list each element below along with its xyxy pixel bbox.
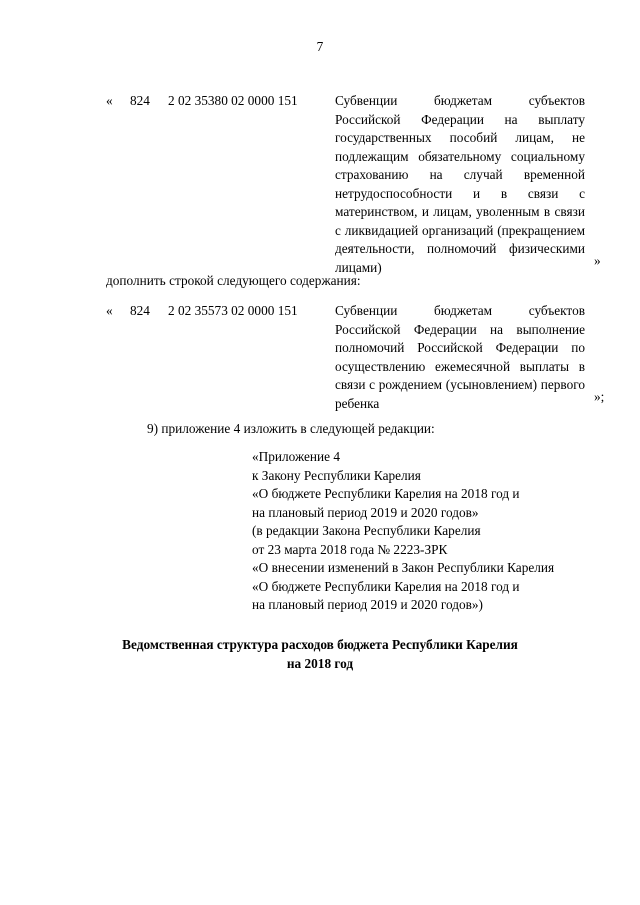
heading-line: на 2018 год <box>286 655 354 671</box>
heading-line: Ведомственная структура расходов бюджета Республики Карелия <box>122 637 518 652</box>
row-description: Субвенции бюджетам субъектов Российской Федерации на выполнение полномочий Российской Федерации по осуществлению ежемесячной выплаты в связи с рождением (усыновлением) первого ребенка <box>335 303 585 411</box>
appendix-line: «О бюджете Республики Карелия на 2018 год и <box>252 578 520 594</box>
appendix-header <box>252 448 612 615</box>
appendix-line: на плановый период 2019 и 2020 годов» <box>252 504 479 520</box>
appendix-line: (в редакции Закона Республики Карелия <box>252 523 481 538</box>
appendix-line: на плановый период 2019 и 2020 годов») <box>252 597 483 612</box>
appendix-line: «О внесении изменений в Закон Республики Карелия <box>252 560 555 575</box>
admin-code: 824 <box>130 93 150 108</box>
closing-quote: »; <box>594 389 605 404</box>
budget-class-code: 2 02 35380 02 0000 151 <box>168 93 298 108</box>
opening-quote: « <box>106 303 113 318</box>
closing-quote: » <box>594 253 601 268</box>
appendix-line: «Приложение 4 <box>252 449 340 464</box>
budget-class-code: 2 02 35573 02 0000 151 <box>168 303 298 318</box>
appendix-line: к Закону Республики Карелия <box>252 467 421 483</box>
page-number: 7 <box>316 39 324 54</box>
appendix-line: «О бюджете Республики Карелия на 2018 год и <box>252 486 520 501</box>
section-heading <box>0 636 640 673</box>
appendix-line: от 23 марта 2018 года № 2223-ЗРК <box>252 541 448 557</box>
instruction-appendix: 9) приложение 4 изложить в следующей редакции: <box>147 421 435 436</box>
instruction-add-row: дополнить строкой следующего содержания: <box>106 273 361 288</box>
opening-quote: « <box>106 93 113 108</box>
admin-code: 824 <box>130 303 150 318</box>
row-description: Субвенции бюджетам субъектов Российской Федерации на выплату государственных пособий лицам, не подлежащим обязательному социальному страхованию на случай временной нетрудоспособности и в связи с материнством, и лицам, уволенным в связи с ликвидацией организаций (прекращением деятельности, полномочий физическими лицами) <box>335 93 585 275</box>
